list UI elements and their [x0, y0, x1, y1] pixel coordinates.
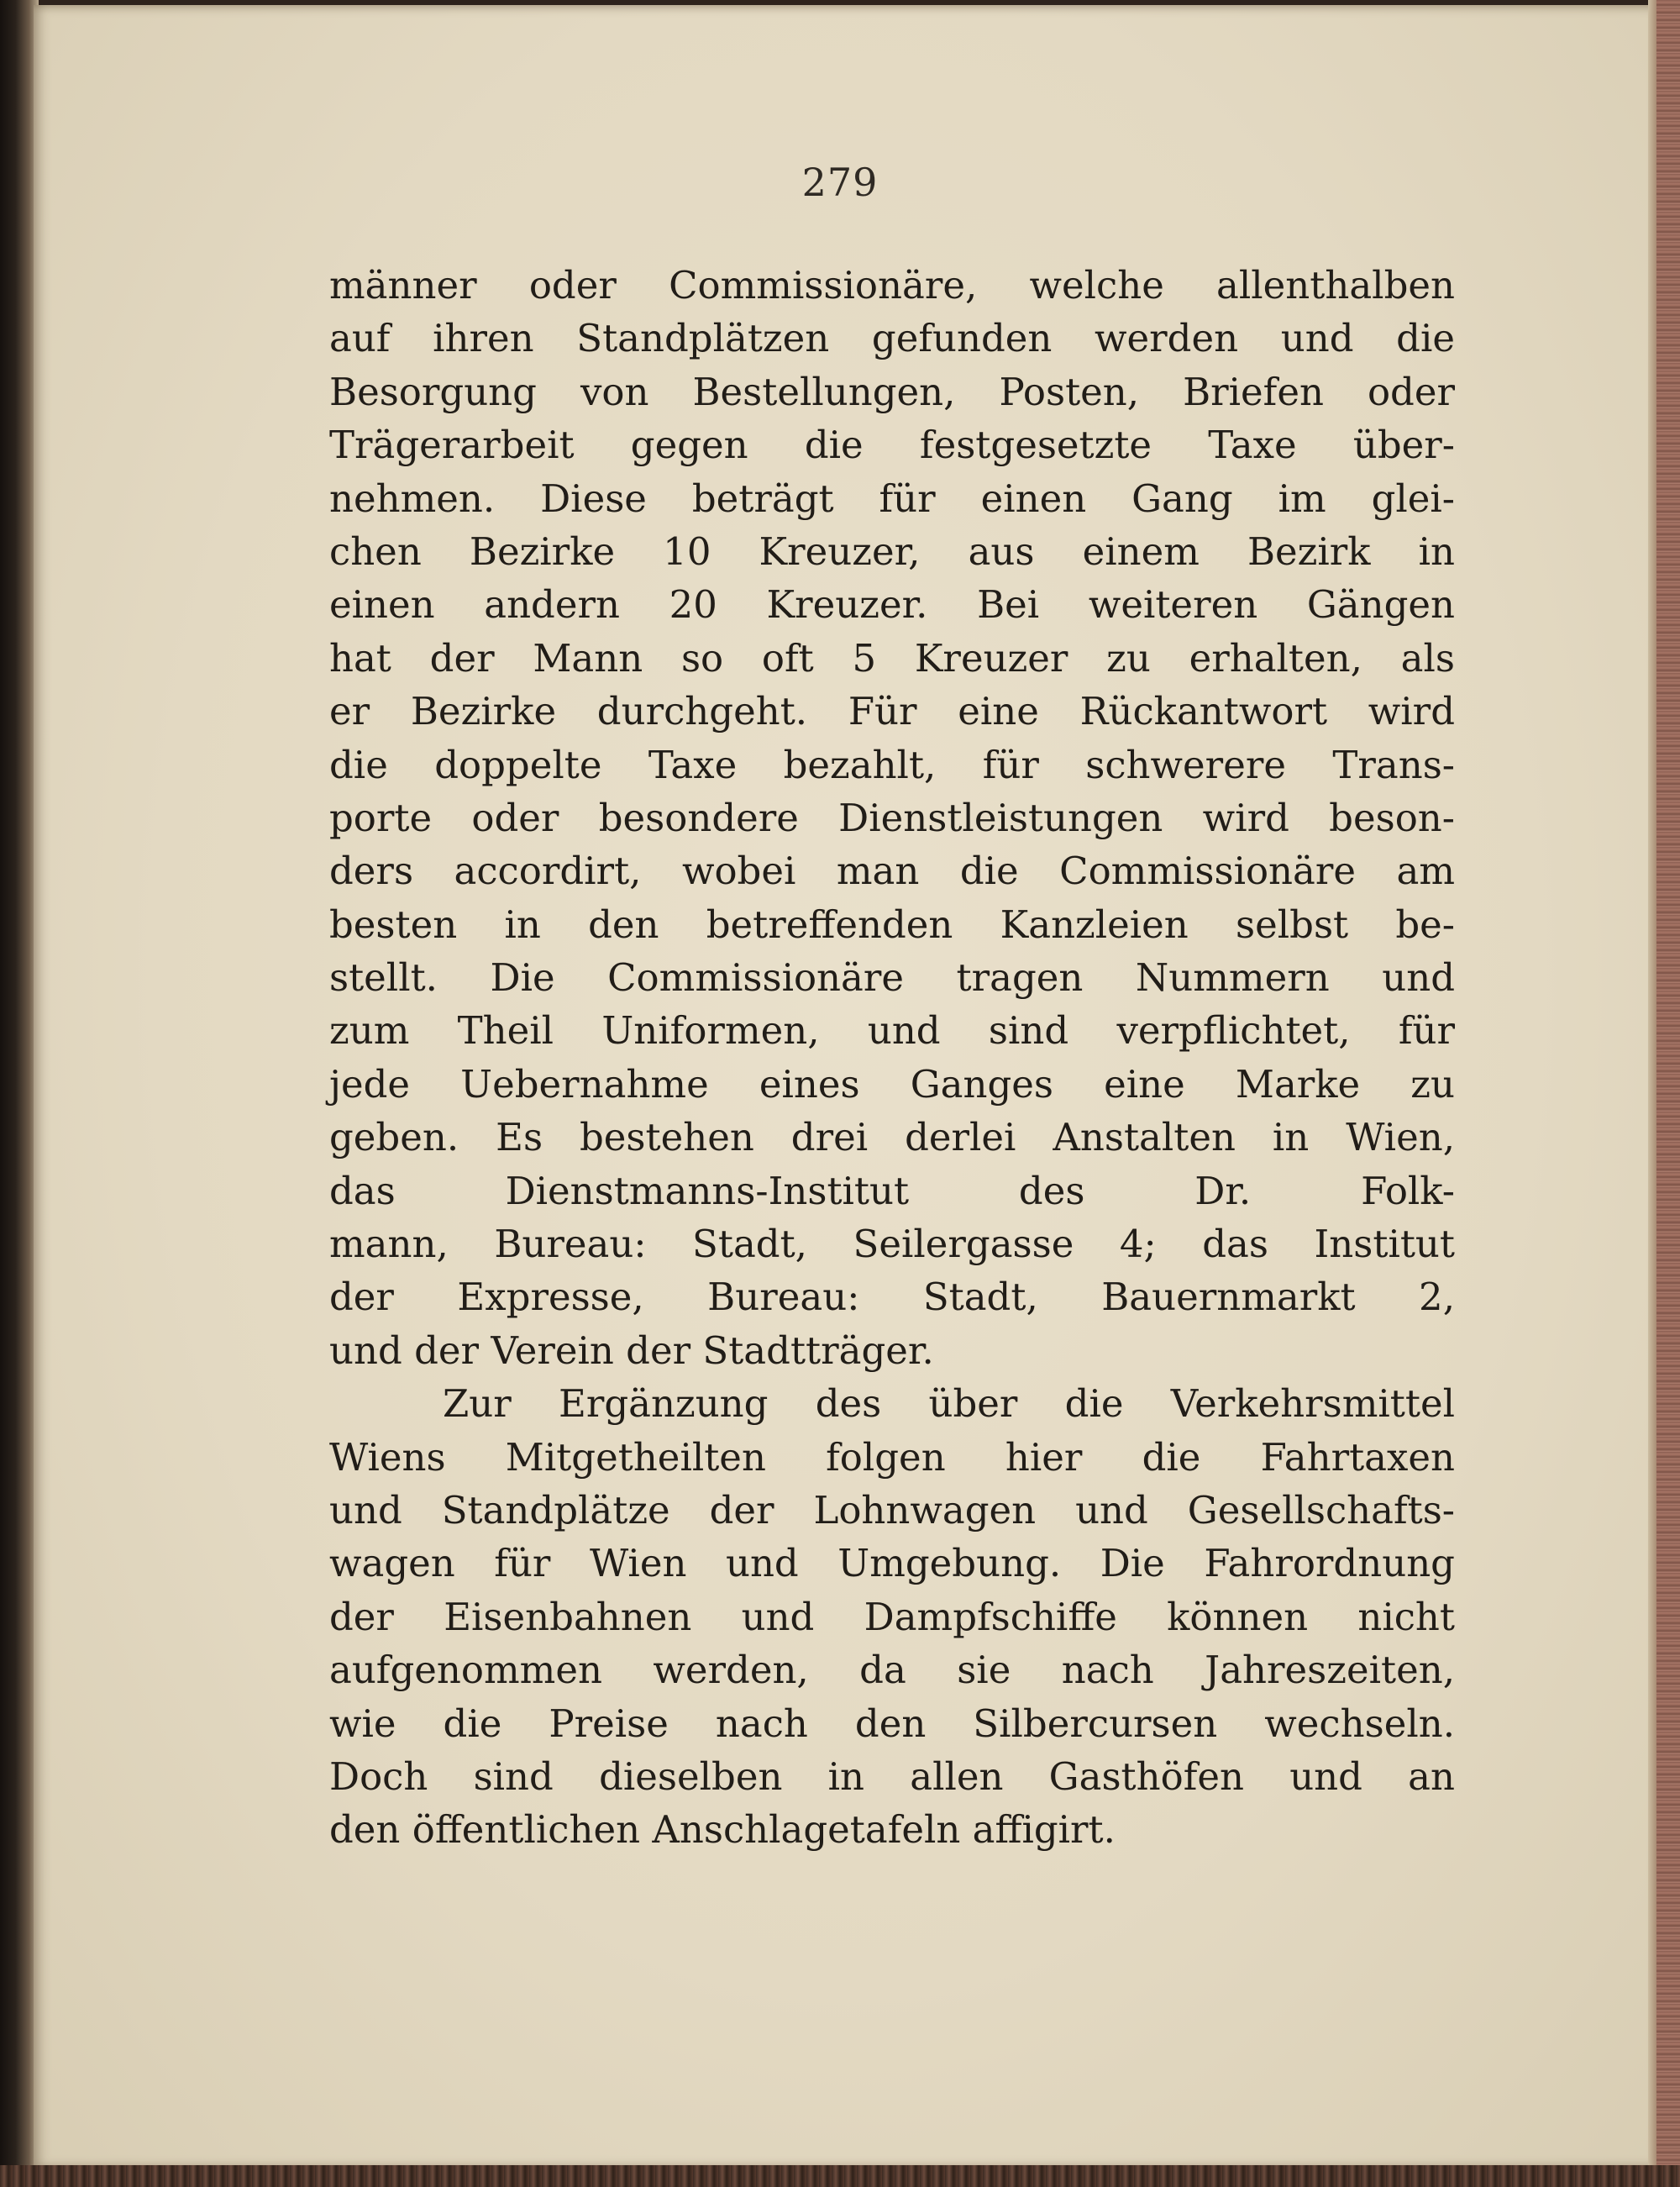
body-text: [329, 259, 1455, 1857]
book-cover-edge-bottom: [0, 2165, 1680, 2187]
page-number: 279: [801, 160, 879, 205]
text-line: porte oder besondere Dienstleistungen wird beson-: [329, 795, 1455, 840]
text-line: der Expresse, Bureau: Stadt, Bauernmarkt 2,: [329, 1275, 1455, 1320]
text-line: auf ihren Standplätzen gefunden werden und die: [329, 316, 1455, 361]
text-line: nehmen. Diese beträgt für einen Gang im glei-: [329, 476, 1455, 521]
text-line: jede Uebernahme eines Ganges eine Marke zu: [329, 1061, 1455, 1107]
text-line: das Dienstmanns-Institut des Dr. Folk-: [329, 1168, 1455, 1213]
text-line: aufgenommen werden, da sie nach Jahreszeiten,: [329, 1648, 1455, 1693]
book-cover-edge-right: [1656, 0, 1680, 2187]
text-line: chen Bezirke 10 Kreuzer, aus einem Bezirk in: [329, 528, 1455, 574]
paragraph-1: [329, 259, 1455, 1377]
text-line: Zur Ergänzung des über die Verkehrsmittel: [443, 1381, 1455, 1427]
text-line: wie die Preise nach den Silbercursen wechseln.: [329, 1701, 1455, 1746]
text-line: stellt. Die Commissionäre tragen Nummern und: [329, 955, 1455, 1001]
text-line: die doppelte Taxe bezahlt, für schwerere Trans-: [329, 742, 1455, 787]
text-line: Trägerarbeit gegen die festgesetzte Taxe über-: [329, 423, 1455, 468]
text-line: er Bezirke durchgeht. Für eine Rückantwort wird: [329, 689, 1455, 734]
text-line: Besorgung von Bestellungen, Posten, Briefen oder: [329, 369, 1455, 414]
text-line: besten in den betreffenden Kanzleien selbst be-: [329, 902, 1455, 947]
text-line: mann, Bureau: Stadt, Seilergasse 4; das Institut: [329, 1222, 1455, 1267]
text-line: zum Theil Uniformen, und sind verpflichtet, für: [329, 1008, 1455, 1054]
text-line: der Eisenbahnen und Dampfschiffe können nicht: [329, 1594, 1455, 1639]
text-line: geben. Es bestehen drei derlei Anstalten in Wien,: [329, 1115, 1455, 1160]
text-line: wagen für Wien und Umgebung. Die Fahrordnung: [329, 1541, 1455, 1586]
text-line: Doch sind dieselben in allen Gasthöfen und an: [329, 1753, 1455, 1799]
text-line: den öffentlichen Anschlagetafeln affigirt.: [329, 1807, 1116, 1853]
text-line: und Standplätze der Lohnwagen und Gesellschafts-: [329, 1487, 1455, 1532]
text-line: männer oder Commissionäre, welche allenthalben: [329, 263, 1455, 308]
page-edge-stack: [1648, 0, 1656, 2187]
text-line: einen andern 20 Kreuzer. Bei weiteren Gängen: [329, 582, 1455, 628]
text-line: Wiens Mitgetheilten folgen hier die Fahrtaxen: [329, 1434, 1455, 1480]
paragraph-2: [329, 1377, 1455, 1857]
text-line: hat der Mann so oft 5 Kreuzer zu erhalten, als: [329, 635, 1455, 681]
text-line: und der Verein der Stadtträger.: [329, 1327, 934, 1373]
text-line: ders accordirt, wobei man die Commissionäre am: [329, 849, 1455, 894]
